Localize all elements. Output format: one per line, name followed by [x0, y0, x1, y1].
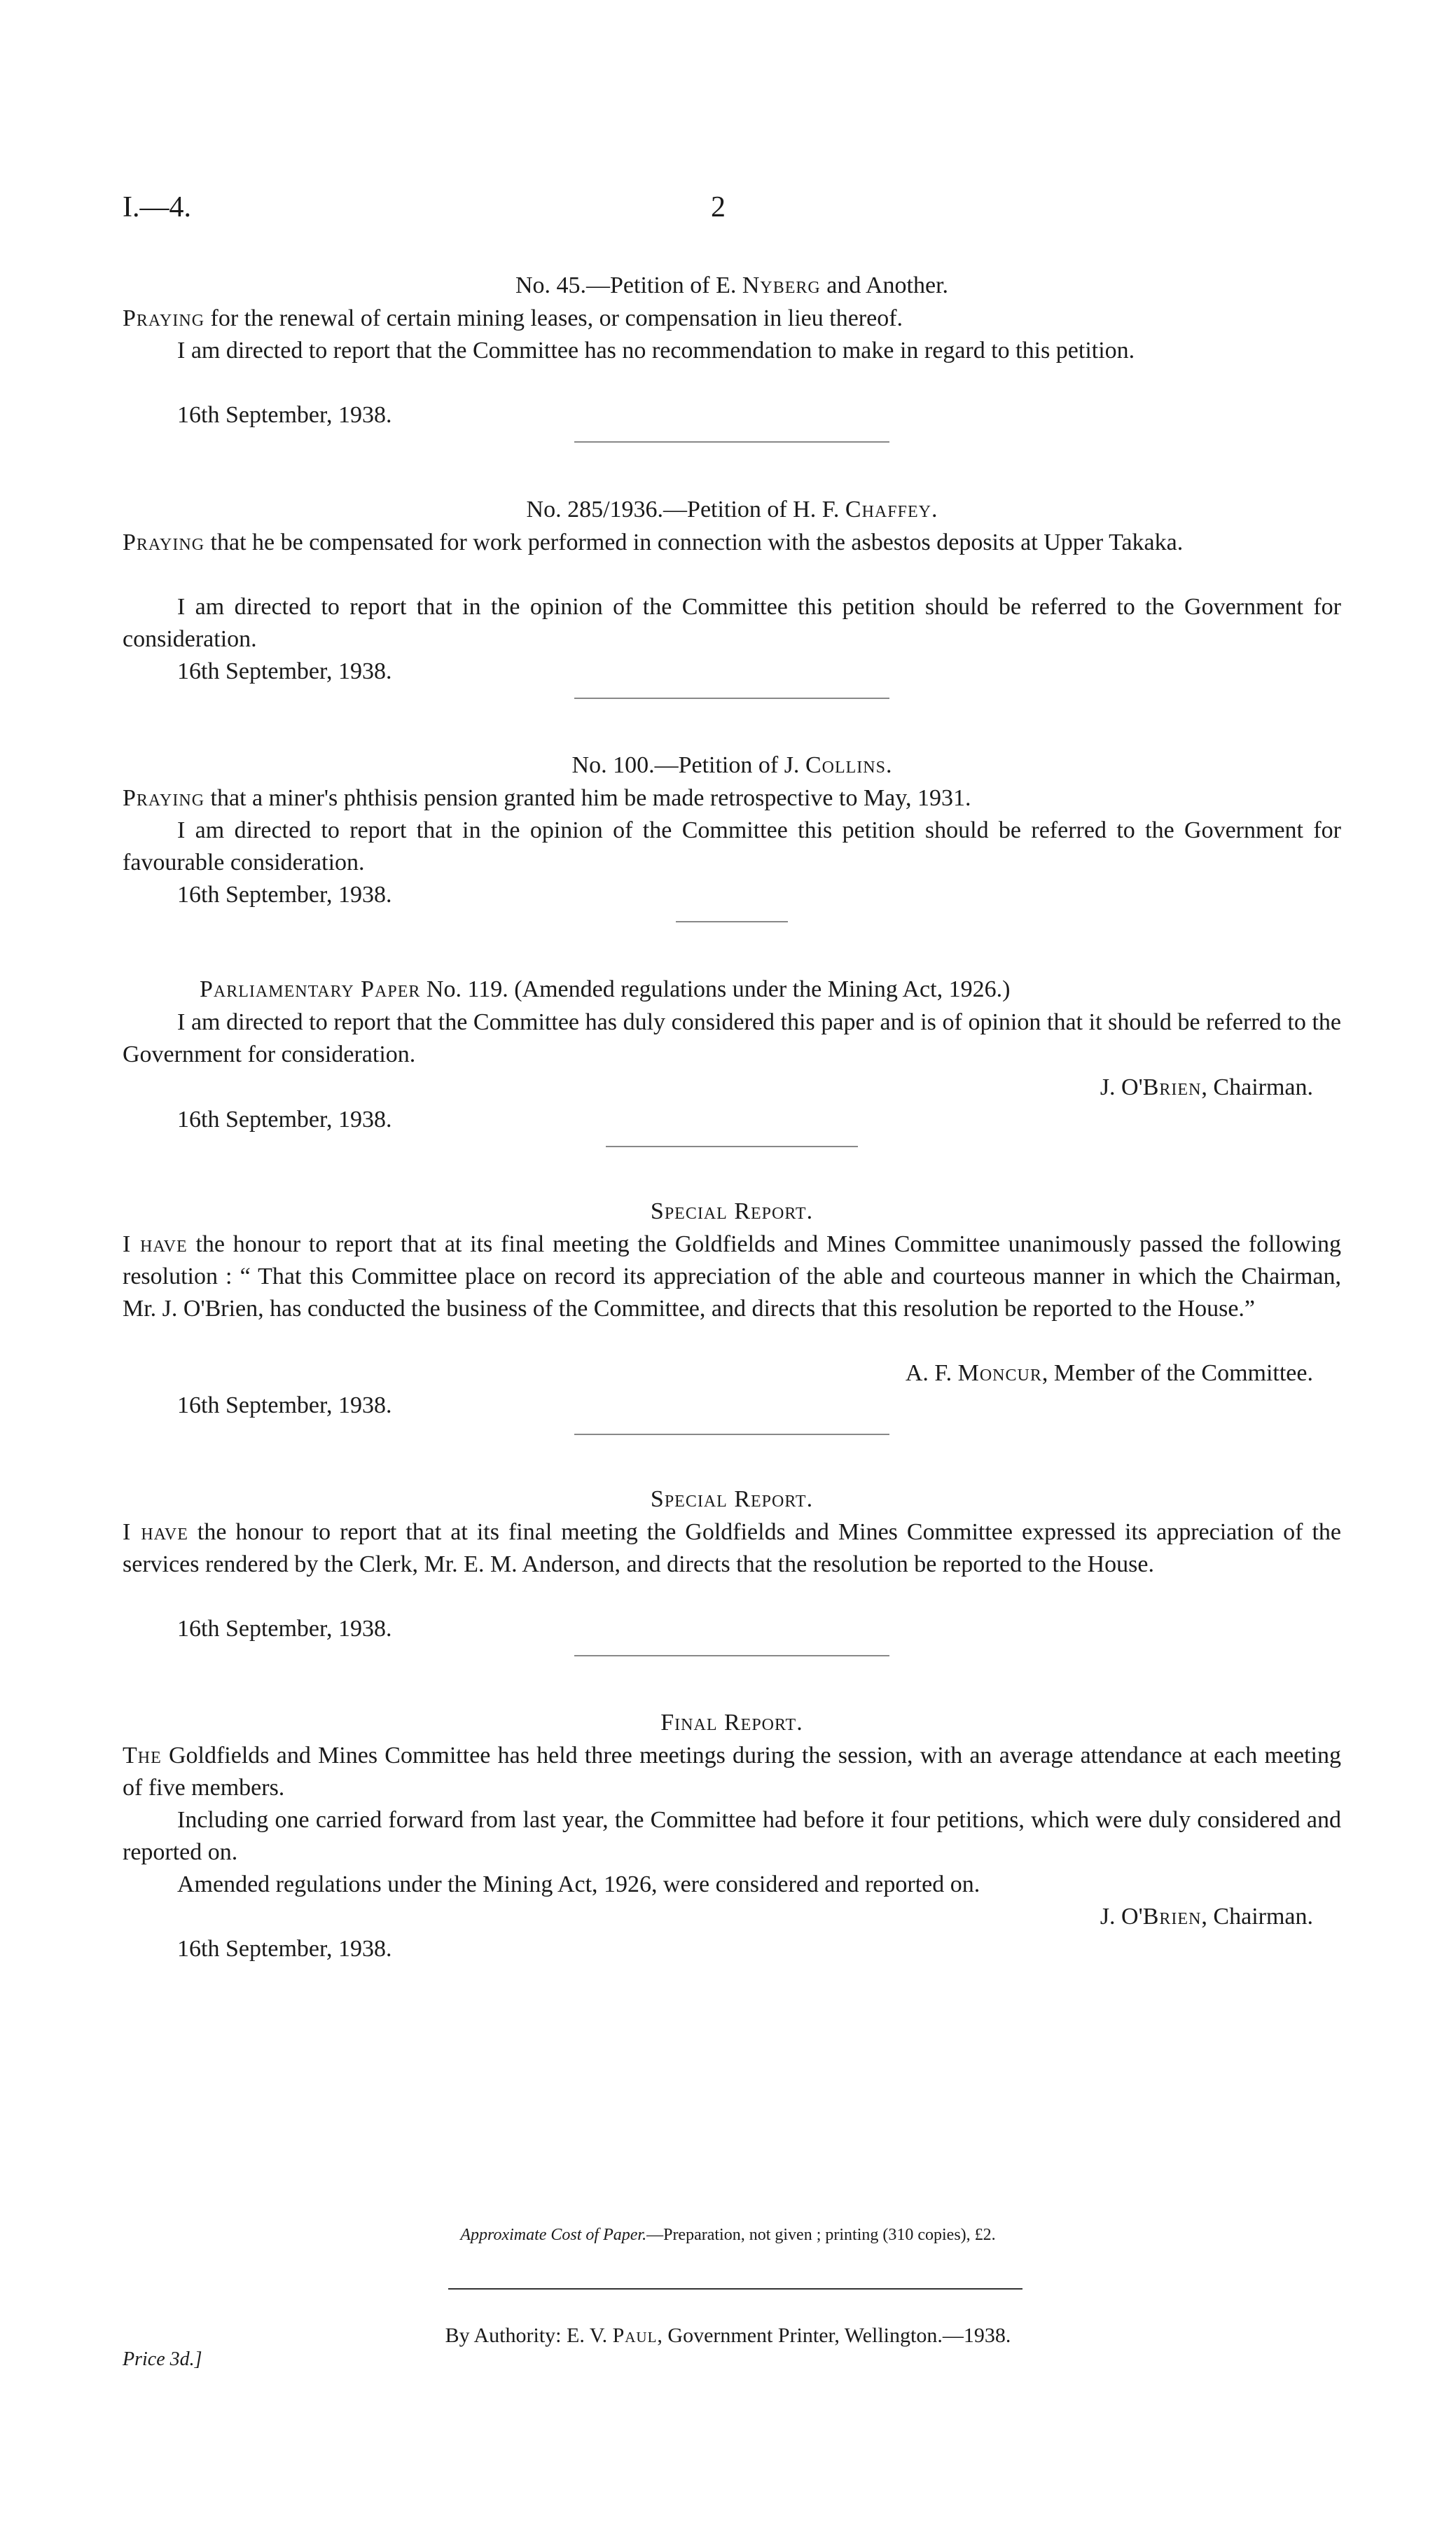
petition-report: I am directed to report that in the opinion of the Committee this petition should be referred to the Government for consideration. [123, 594, 1341, 652]
parliamentary-paper-report: I am directed to report that the Committee has duly considered this paper and is of opinion that it should be referred to the Government for consideration. [123, 1009, 1341, 1067]
chairman-signature: J. O'Brien, Chairman. [1100, 1074, 1313, 1100]
special-report-text: I have the honour to report that at its final meeting the Goldfields and Mines Committee unanimously passed the following resolution : “ That this Committee place on record its appreciation of the able and courteous manner in which the Chairman, Mr. J. O'Brien, has conducted the business of the Committee, and directs that this resolution be reported to the House.” [123, 1231, 1341, 1322]
special-report-text: I have the honour to report that at its final meeting the Goldfields and Mines Committee expressed its appreciation of the services rendered by the Clerk, Mr. E. M. Anderson, and directs that the resolution be reported to the House. [123, 1519, 1342, 1577]
footer-divider [448, 2288, 1022, 2290]
petition-praying: Praying that he be compensated for work performed in connection with the asbestos deposits at Upper Takaka. [123, 529, 1184, 555]
parliamentary-paper-title: Parliamentary Paper No. 119. (Amended regulations under the Mining Act, 1926.) [200, 976, 1011, 1002]
divider [574, 1655, 889, 1656]
special-report-title: Special Report. [650, 1198, 814, 1224]
petition-date: 16th September, 1938. [177, 658, 392, 684]
printer-authority: By Authority: E. V. Paul, Government Printer, Wellington.—1938. [445, 2324, 1011, 2347]
page-number: 2 [711, 191, 726, 223]
divider [574, 441, 889, 443]
petition-praying: Praying that a miner's phthisis pension granted him be made retrospective to May, 1931. [123, 785, 971, 811]
special-report-date: 16th September, 1938. [177, 1392, 392, 1418]
petition-date: 16th September, 1938. [177, 402, 392, 428]
price: Price 3d.] [123, 2348, 202, 2370]
final-report-title: Final Report. [660, 1710, 803, 1736]
petition-praying: Praying for the renewal of certain mining leases, or compensation in lieu thereof. [123, 305, 903, 331]
cost-note: Approximate Cost of Paper.—Preparation, not given ; printing (310 copies), £2. [460, 2226, 996, 2244]
final-report-text: The Goldfields and Mines Committee has held three meetings during the session, with an average attendance at each meeting of five members. [123, 1743, 1341, 1801]
chairman-signature: J. O'Brien, Chairman. [1100, 1904, 1313, 1930]
final-report-date: 16th September, 1938. [177, 1936, 392, 1962]
petition-report: I am directed to report that in the opinion of the Committee this petition should be referred to the Government for favourable consideration. [123, 817, 1341, 875]
petition-title: No. 100.—Petition of J. Collins. [571, 752, 892, 778]
petition-title: No. 285/1936.—Petition of H. F. Chaffey. [526, 497, 938, 522]
divider [606, 1146, 858, 1147]
divider [676, 921, 788, 922]
final-report-text: Including one carried forward from last year, the Committee had before it four petitions, which were duly considered and reported on. [123, 1807, 1341, 1865]
member-signature: A. F. Moncur, Member of the Committee. [905, 1360, 1313, 1386]
special-report-date: 16th September, 1938. [177, 1616, 392, 1642]
petition-date: 16th September, 1938. [177, 882, 392, 908]
divider [574, 698, 889, 699]
special-report-title: Special Report. [650, 1486, 814, 1512]
divider [574, 1434, 889, 1435]
parliamentary-paper-date: 16th September, 1938. [177, 1107, 392, 1133]
final-report-text: Amended regulations under the Mining Act, 1926, were considered and reported on. [177, 1871, 980, 1897]
petition-title: No. 45.—Petition of E. Nyberg and Another. [515, 272, 949, 298]
document-reference: I.—4. [123, 191, 191, 223]
petition-report: I am directed to report that the Committee has no recommendation to make in regard to this petition. [177, 338, 1135, 363]
